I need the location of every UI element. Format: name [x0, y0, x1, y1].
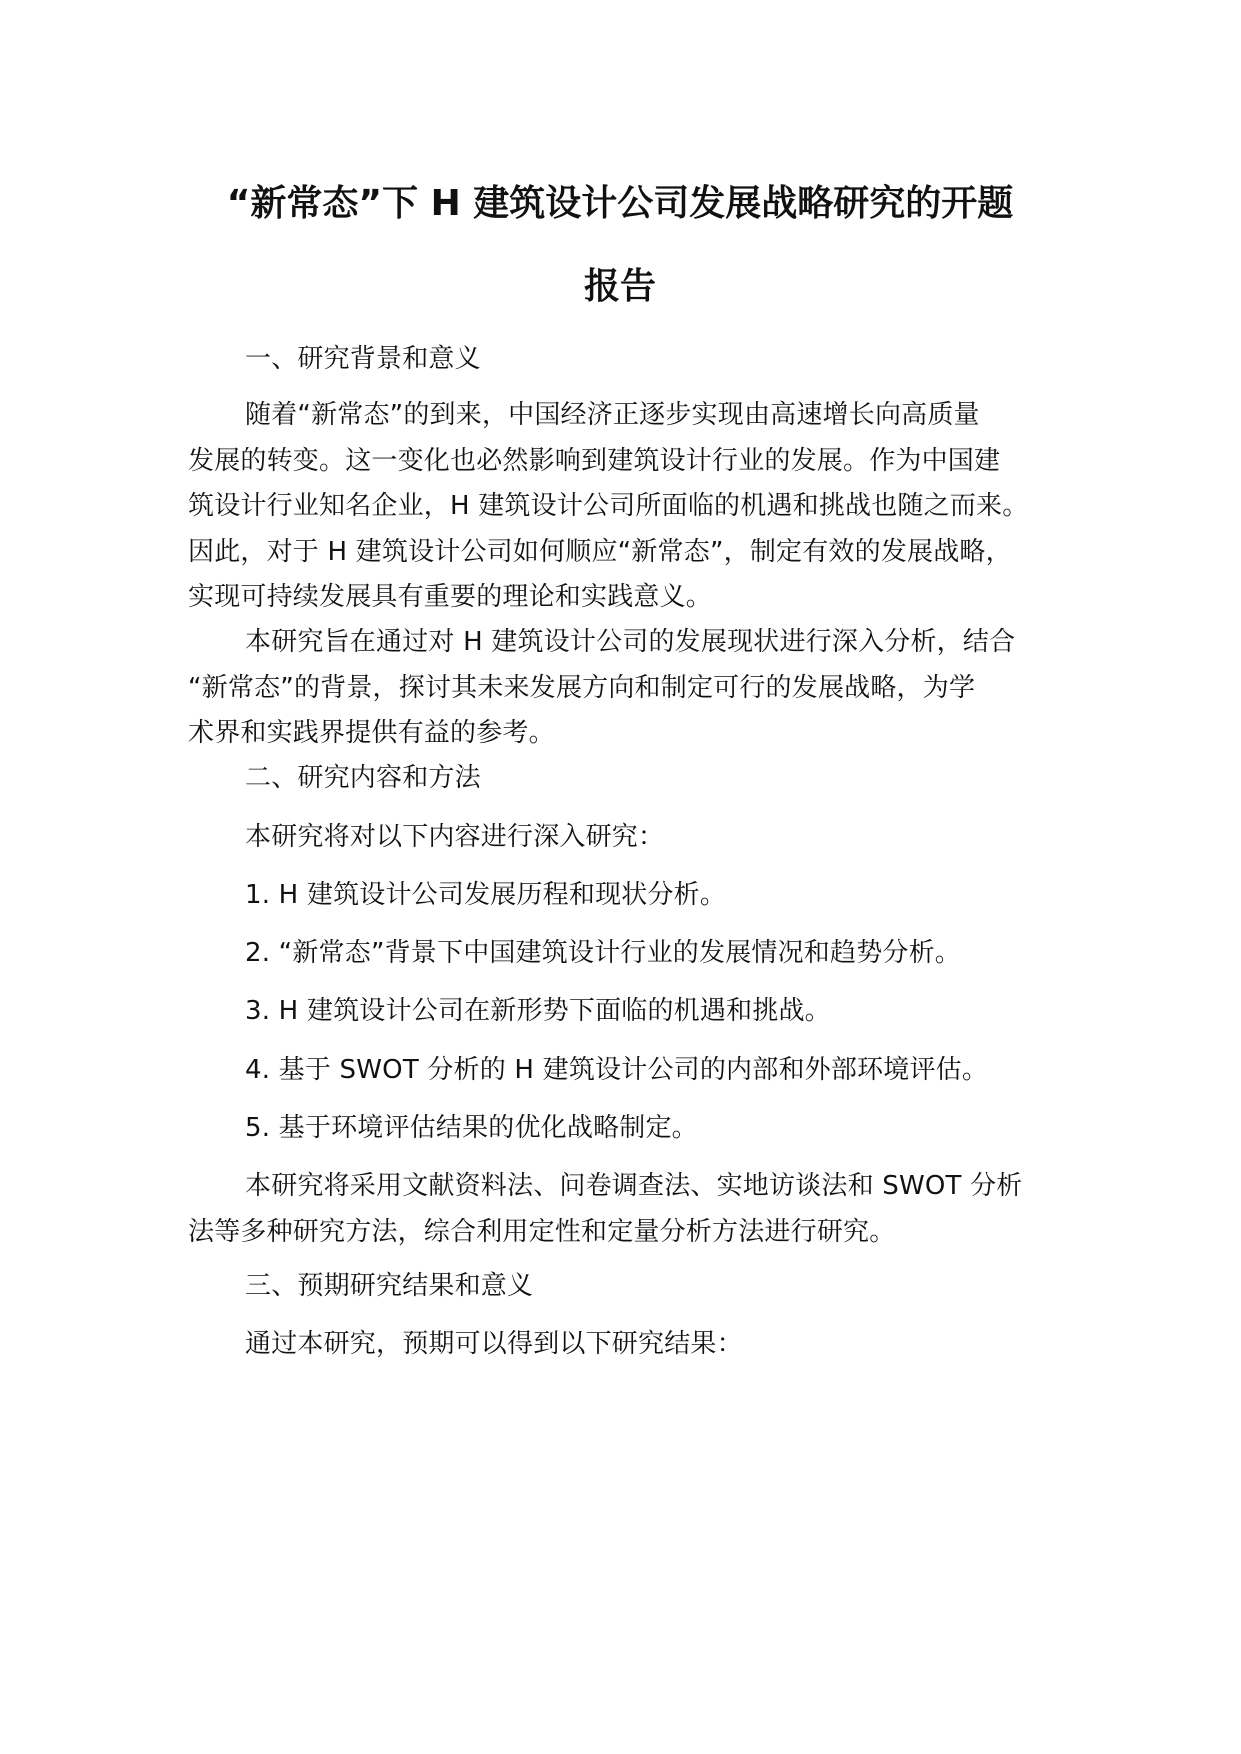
- list-item: [188, 1048, 1088, 1094]
- heading-text: 一、研究背景和意义: [245, 344, 481, 374]
- paragraph-line: 本研究旨在通过对 H 建筑设计公司的发展现状进行深入分析，结合: [245, 627, 1016, 657]
- document-title-line-1: “新常态”下 H 建筑设计公司发展战略研究的开题: [226, 183, 1014, 224]
- paragraph-line: 实现可持续发展具有重要的理论和实践意义。: [188, 582, 713, 612]
- section-1-heading: [188, 337, 1088, 383]
- section-1-paragraph-2: [188, 620, 1088, 757]
- paragraph-line: 法等多种研究方法，综合利用定性和定量分析方法进行研究。: [188, 1216, 896, 1247]
- document-title-line-2: 报告: [583, 266, 656, 307]
- section-2-heading: [188, 756, 1088, 802]
- list-item: [188, 989, 1088, 1035]
- list-item-text: 1. H 建筑设计公司发展历程和现状分析。: [245, 880, 727, 910]
- list-item-text: 5. 基于环境评估结果的优化战略制定。: [245, 1113, 698, 1143]
- paragraph-line: 本研究将采用文献资料法、问卷调查法、实地访谈法和 SWOT 分析: [245, 1171, 1023, 1201]
- paragraph-line: 因此，对于 H 建筑设计公司如何顺应“新常态”，制定有效的发展战略，: [188, 536, 1012, 567]
- paragraph-line: 通过本研究，预期可以得到以下研究结果：: [245, 1329, 743, 1359]
- paragraph-line: 随着“新常态”的到来，中国经济正逐步实现由高速增长向高质量: [245, 400, 980, 430]
- heading-text: 二、研究内容和方法: [245, 763, 481, 793]
- paragraph-line: 筑设计行业知名企业，H 建筑设计公司所面临的机遇和挑战也随之而来。: [188, 491, 1029, 521]
- section-3-intro: [188, 1322, 1088, 1368]
- list-item: [188, 1106, 1088, 1152]
- list-item-text: 3. H 建筑设计公司在新形势下面临的机遇和挑战。: [245, 996, 831, 1026]
- list-item-text: 4. 基于 SWOT 分析的 H 建筑设计公司的内部和外部环境评估。: [245, 1055, 989, 1085]
- section-1-paragraph-1: [188, 393, 1088, 621]
- list-item-text: 2. “新常态”背景下中国建筑设计行业的发展情况和趋势分析。: [245, 938, 962, 968]
- paragraph-line: 发展的转变。这一变化也必然影响到建筑设计行业的发展。作为中国建: [188, 445, 1001, 476]
- section-3-heading: [188, 1264, 1088, 1310]
- section-2-methods: [188, 1164, 1088, 1255]
- list-item: [188, 931, 1088, 977]
- list-item: [188, 873, 1088, 919]
- section-2-intro: [188, 815, 1088, 861]
- paragraph-line: “新常态”的背景，探讨其未来发展方向和制定可行的发展战略，为学: [188, 672, 976, 703]
- paragraph-line: 本研究将对以下内容进行深入研究：: [245, 822, 665, 852]
- paragraph-line: 术界和实践界提供有益的参考。: [188, 718, 555, 748]
- heading-text: 三、预期研究结果和意义: [245, 1271, 534, 1301]
